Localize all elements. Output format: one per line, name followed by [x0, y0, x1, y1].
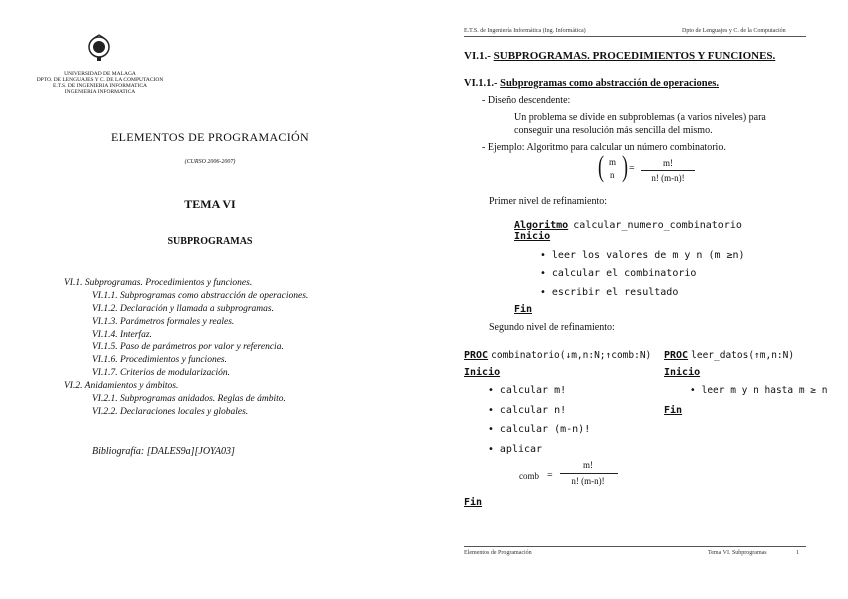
left-paren: ( [598, 150, 604, 183]
tema-heading: TEMA VI [184, 197, 236, 211]
binomial-bottom: n [610, 170, 615, 180]
proc-step: • leer m y n hasta m ≥ n [690, 385, 827, 396]
proc-combinatorio-signature [464, 350, 651, 361]
proc-step: • calcular m! [488, 385, 566, 396]
toc-item: VI.1.5. Paso de parámetros por valor y referencia. [92, 342, 284, 352]
fraction-denominator: n! (m-n)! [651, 173, 685, 183]
toc-item: VI.1.6. Procedimientos y funciones. [92, 355, 227, 365]
proc-combinatorio-inicio: Inicio [464, 367, 501, 378]
course-year: (CURSO 2006-2007) [184, 159, 236, 165]
proc-step: • aplicar [488, 444, 542, 455]
proc-keyword: PROC [664, 350, 689, 361]
toc-item: VI.1.3. Parámetros formales y reales. [92, 317, 235, 327]
subsection-number: VI.1.1.- [464, 78, 498, 89]
proc-step: • calcular n! [488, 405, 566, 416]
comb-denominator: n! (m-n)! [571, 476, 605, 486]
algorithm-step: • escribir el resultado [540, 287, 678, 298]
comb-equals: = [547, 470, 553, 481]
university-seal-icon [86, 34, 112, 62]
header-right: Dpto de Lenguajes y C. de la Computación [682, 28, 786, 34]
algorithm-keyword: Algoritmo [514, 220, 569, 231]
subsection-title: Subprogramas como abstracción de operaciones. [500, 78, 720, 89]
proc-leer-datos-inicio: Inicio [664, 367, 701, 378]
algorithm-inicio: Inicio [514, 231, 551, 242]
document-title: ELEMENTOS DE PROGRAMACIÓN [111, 130, 309, 144]
bibliography: Bibliografía: [DALES9a][JOYA03] [92, 446, 235, 457]
header-rule [464, 36, 806, 37]
proc-step: • calcular (m-n)! [488, 424, 590, 435]
comb-fraction-bar [560, 473, 618, 474]
subtitle: SUBPROGRAMAS [167, 236, 253, 247]
binomial-top: m [609, 157, 617, 167]
right-paren: ) [622, 150, 628, 183]
algorithm-fin: Fin [514, 304, 533, 315]
design-label: - Diseño descendente: [482, 95, 571, 106]
section-title: SUBPROGRAMAS. PROCEDIMIENTOS Y FUNCIONES. [493, 50, 776, 62]
example-line: - Ejemplo: Algoritmo para calcular un número combinatorio. [482, 142, 726, 153]
toc-item: VI.2.1. Subprogramas anidados. Reglas de ámbito. [92, 394, 286, 404]
page-number: 1 [796, 550, 799, 556]
design-paragraph-line-1: Un problema se divide en subproblemas (a varios niveles) para [514, 112, 766, 123]
algorithm-line [514, 213, 742, 232]
proc-leer-datos-fin: Fin [664, 405, 683, 416]
toc-item: VI.2.2. Declaraciones locales y globales. [92, 407, 249, 417]
toc-item: VI.1.2. Declaración y llamada a subprogramas. [92, 304, 274, 314]
algorithm-name: calcular_numero_combinatorio [573, 220, 742, 231]
design-paragraph-line-2: conseguir una resolución más sencilla del mismo. [514, 125, 713, 136]
section-heading [464, 50, 775, 62]
proc-signature: combinatorio(↓m,n:N;↑comb:N) [491, 350, 652, 361]
comb-label: comb [519, 471, 539, 481]
toc-item: VI.2. Anidamientos y ámbitos. [64, 381, 179, 391]
header-left: E.T.S. de Ingeniería Informática (Ing. Informática) [464, 28, 586, 34]
proc-signature: leer_datos(↑m,n:N) [691, 350, 795, 361]
toc-item: VI.1.4. Interfaz. [92, 330, 152, 340]
proc-combinatorio-fin: Fin [464, 497, 483, 508]
first-refinement-label: Primer nivel de refinamiento: [489, 196, 608, 207]
algorithm-step: • leer los valores de m y n (m ≥n) [540, 250, 745, 261]
department-name: DPTO. DE LENGUAJES Y C. DE LA COMPUTACION [36, 77, 164, 83]
subsection-heading [464, 78, 719, 89]
degree-name: INGENIERIA INFORMATICA [64, 89, 136, 95]
fraction-bar [641, 170, 695, 171]
university-name: UNIVERSIDAD DE MALAGA [64, 71, 136, 77]
footer-rule [464, 546, 806, 547]
toc-item: VI.1.1. Subprogramas como abstracción de operaciones. [92, 291, 309, 301]
school-name: E.T.S. DE INGENIERIA INFORMATICA [52, 83, 147, 89]
toc-item: VI.1.7. Criterios de modularización. [92, 368, 231, 378]
second-refinement-label: Segundo nivel de refinamiento: [489, 322, 615, 333]
proc-keyword: PROC [464, 350, 489, 361]
fraction-numerator: m! [663, 158, 673, 168]
equals-sign: = [629, 163, 635, 174]
proc-leer-datos-signature [664, 350, 794, 361]
algorithm-step: • calcular el combinatorio [540, 268, 696, 279]
comb-numerator: m! [583, 460, 593, 470]
footer-left: Elementos de Programación [464, 550, 532, 556]
section-number: VI.1.- [464, 50, 491, 62]
toc-item: VI.1. Subprogramas. Procedimientos y funciones. [64, 278, 253, 288]
footer-right: Tema VI. Subprogramas [708, 550, 767, 556]
